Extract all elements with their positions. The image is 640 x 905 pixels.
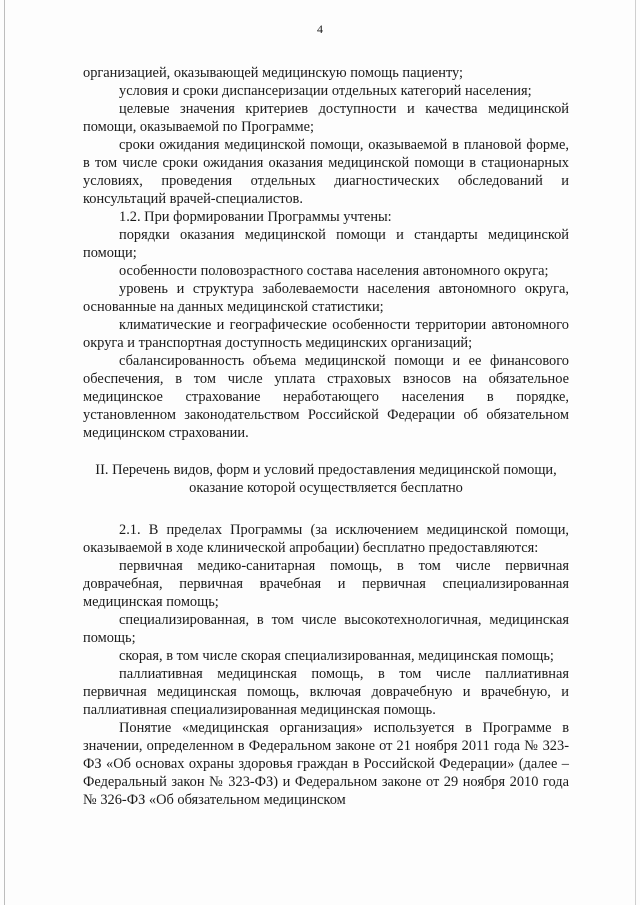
paragraph: первичная медико-санитарная помощь, в том числе первичная доврачебная, первичная врачебная и первичная специализированная медицинская помощь; bbox=[83, 558, 569, 610]
section-title-line: оказание которой осуществляется бесплатно bbox=[189, 480, 463, 496]
paragraph: особенности половозрастного состава населения автономного округа; bbox=[119, 263, 549, 279]
section-title-line: II. Перечень видов, форм и условий предоставления медицинской помощи, bbox=[95, 462, 557, 478]
document-body bbox=[83, 64, 569, 809]
paragraph: порядки оказания медицинской помощи и стандарты медицинской помощи; bbox=[83, 227, 569, 261]
paragraph: скорая, в том числе скорая специализированная, медицинская помощь; bbox=[119, 648, 554, 664]
paragraph: климатические и географические особенности территории автономного округа и транспортная доступность медицинских организаций; bbox=[83, 317, 569, 351]
page-left-edge bbox=[4, 0, 5, 905]
paragraph: сроки ожидания медицинской помощи, оказываемой в плановой форме, в том числе сроки ожидания оказания медицинской помощи в стационарных условиях, проведения отдельных диагностических обследований и консультаций врачей-специалистов. bbox=[83, 137, 569, 207]
paragraph: Понятие «медицинская организация» используется в Программе в значении, определенном в Федеральном законе от 21 ноября 2011 года № 323-ФЗ «Об основах охраны здоровья граждан в Российской Федерации» (далее – Федеральный закон № 323-ФЗ) и Федеральном законе от 29 ноября 2010 года № 326-ФЗ «Об обязательном медицинском bbox=[83, 720, 569, 808]
paragraph: условия и сроки диспансеризации отдельных категорий населения; bbox=[119, 83, 532, 99]
paragraph: организацией, оказывающей медицинскую помощь пациенту; bbox=[83, 65, 464, 81]
section-title bbox=[83, 461, 569, 497]
paragraph: паллиативная медицинская помощь, в том числе паллиативная первичная медицинская помощь, включая доврачебную и врачебную, и паллиативная специализированная медицинская помощь. bbox=[83, 666, 569, 718]
paragraph: сбалансированность объема медицинской помощи и ее финансового обеспечения, в том числе уплата страховых взносов на обязательное медицинское страхование неработающего населения в порядке, установленном законодательством Российской Федерации об обязательном медицинском страховании. bbox=[83, 353, 569, 441]
page-number: 4 bbox=[317, 22, 323, 36]
page-right-edge bbox=[635, 0, 636, 905]
paragraph: 2.1. В пределах Программы (за исключением медицинской помощи, оказываемой в ходе клинической апробации) бесплатно предоставляются: bbox=[83, 522, 569, 556]
paragraph: целевые значения критериев доступности и качества медицинской помощи, оказываемой по Программе; bbox=[83, 101, 569, 135]
paragraph: 1.2. При формировании Программы учтены: bbox=[119, 209, 392, 225]
paragraph: уровень и структура заболеваемости населения автономного округа, основанные на данных медицинской статистики; bbox=[83, 281, 569, 315]
paragraph: специализированная, в том числе высокотехнологичная, медицинская помощь; bbox=[83, 612, 569, 646]
